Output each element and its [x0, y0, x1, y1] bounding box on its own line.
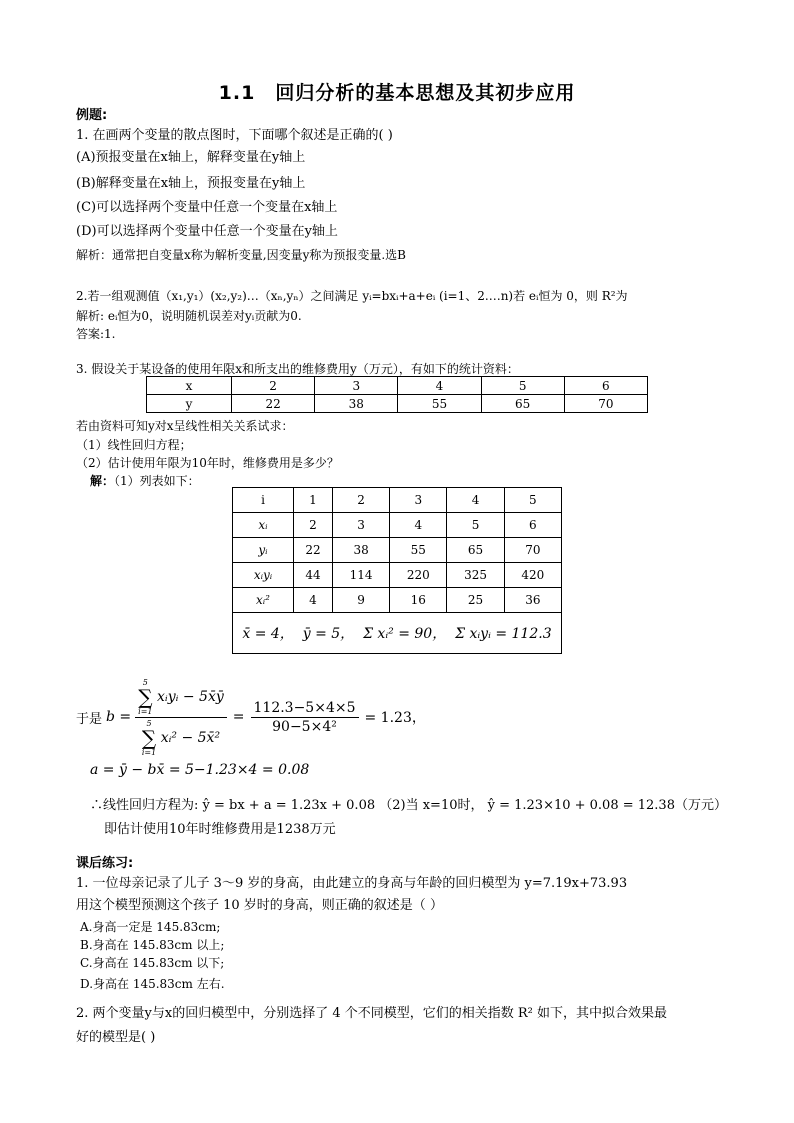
q3-stem: 3. 假设关于某设备的使用年限x和所支出的维修费用y（万元），有如下的统计资料：	[76, 362, 519, 376]
b-result: = 1.23，	[364, 710, 426, 726]
h1-option-a: A.身高一定是 145.83cm;	[80, 920, 221, 934]
a-formula: a = ȳ − bx̄ = 5−1.23×4 = 0.08	[90, 762, 310, 778]
data-table	[146, 376, 648, 413]
solution-label: 解：	[90, 474, 115, 488]
h1-option-b: B.身高在 145.83cm 以上;	[80, 938, 225, 952]
table-cell: 3	[315, 377, 398, 395]
q1-stem: 1. 在画两个变量的散点图时，下面哪个叙述是正确的( )	[76, 128, 393, 143]
table-cell: 6	[504, 513, 561, 538]
q3-part2: （2）估计使用年限为10年时，维修费用是多少？	[76, 456, 339, 470]
q3-part1: （1）线性回归方程；	[76, 438, 192, 452]
b-calc-numerator: 112.3−5×4×5	[251, 700, 359, 718]
q3-solution-intro	[90, 472, 200, 489]
table-cell: 55	[398, 395, 481, 413]
table-cell: 4	[390, 513, 447, 538]
b-denominator	[139, 718, 223, 757]
table-cell: 44	[294, 563, 333, 588]
table-cell: 3	[390, 488, 447, 513]
q3-condition: 若由资料可知y对x呈线性相关关系试求：	[76, 419, 294, 433]
table-cell: 55	[390, 538, 447, 563]
table-cell: 3	[332, 513, 389, 538]
q1-option-b: (B)解释变量在x轴上，预报变量在y轴上	[76, 176, 306, 191]
b-calc-fraction	[251, 700, 359, 735]
table-cell: 325	[447, 563, 504, 588]
table-cell: 5	[447, 513, 504, 538]
table-cell: 70	[564, 395, 647, 413]
table-cell: i	[233, 488, 294, 513]
page-title: 1.1 回归分析的基本思想及其初步应用	[218, 82, 576, 104]
regression-equation: ∴线性回归方程为: ŷ = bx + a = 1.23x + 0.08 （2)当 x=10时， ŷ = 1.23×10 + 0.08 = 12.38（万元）	[90, 798, 727, 813]
table-row	[233, 488, 562, 513]
table-cell: xᵢ²	[233, 588, 294, 613]
table-cell: 114	[332, 563, 389, 588]
q2-answer: 答案:1.	[76, 327, 116, 341]
sum-icon: 5 ∑ i=1	[138, 677, 153, 716]
table-cell: 4	[398, 377, 481, 395]
solution-text: （1）列表如下：	[114, 474, 200, 488]
table-cell: 2	[332, 488, 389, 513]
h2-stem-line2: 好的模型是( )	[76, 1030, 156, 1045]
table-cell: 38	[332, 538, 389, 563]
table-cell: 420	[504, 563, 561, 588]
b-den-text: xᵢ² − 5x̄²	[160, 729, 221, 746]
h1-option-c: C.身高在 145.83cm 以下;	[80, 956, 225, 970]
calc-table	[232, 487, 562, 654]
table-cell: 25	[447, 588, 504, 613]
summary-sum-x2: Σ xᵢ² = 90，	[363, 626, 447, 642]
table-cell: 16	[390, 588, 447, 613]
table-cell: yᵢ	[233, 538, 294, 563]
table-cell: xᵢyᵢ	[233, 563, 294, 588]
table-row	[233, 613, 562, 654]
b-calc-denominator: 90−5×4²	[272, 718, 337, 735]
q1-option-c: (C)可以选择两个变量中任意一个变量在x轴上	[76, 200, 338, 215]
table-cell: y	[147, 395, 232, 413]
table-cell: 5	[481, 377, 564, 395]
table-row	[147, 395, 648, 413]
b-numerator	[135, 678, 227, 718]
table-cell: 65	[447, 538, 504, 563]
b-formula: 于是 b = 5 ∑ i=1 xᵢyᵢ − 5x̄ȳ 5 ∑ i=1 xᵢ² − 5x̄² = $\frac{112.3-5\times 4\times 5}{\text{90−5×4²}}$ = 1.23，	[76, 677, 426, 757]
example-heading: 例题:	[76, 108, 108, 123]
sum-icon: 5 ∑ i=1	[141, 718, 157, 757]
summary-ybar: ȳ = 5，	[302, 626, 355, 642]
table-cell: xᵢ	[233, 513, 294, 538]
table-row	[233, 588, 562, 613]
yushi-label: 于是	[76, 711, 103, 727]
table-row	[233, 538, 562, 563]
table-cell: 22	[232, 395, 315, 413]
table-cell: 5	[504, 488, 561, 513]
table-cell: 2	[294, 513, 333, 538]
q3-conclusion: 即估计使用10年时维修费用是1238万元	[104, 822, 336, 837]
h1-stem-line2: 用这个模型预测这个孩子 10 岁时的身高，则正确的叙述是（ ）	[76, 898, 443, 913]
table-cell: 22	[294, 538, 333, 563]
homework-heading: 课后练习:	[76, 856, 134, 871]
table-cell: 4	[447, 488, 504, 513]
summary-sum-xy: Σ xᵢyᵢ = 112.3	[455, 626, 552, 642]
q1-option-d: (D)可以选择两个变量中任意一个变量在y轴上	[76, 224, 338, 239]
table-cell: 9	[332, 588, 389, 613]
b-fraction	[135, 678, 227, 757]
table-cell: 6	[564, 377, 647, 395]
summary-cell	[233, 613, 562, 654]
q2-stem: 2.若一组观测值（x₁,y₁）(x₂,y₂)…（xₙ,yₙ）之间满足 yᵢ=bxᵢ+a+eᵢ (i=1、2.…n)若 eᵢ恒为 0，则 R²为	[76, 289, 628, 303]
table-row	[233, 513, 562, 538]
table-cell: 65	[481, 395, 564, 413]
q2-analysis: 解析: eᵢ恒为0，说明随机误差对yᵢ贡献为0.	[76, 309, 302, 323]
table-cell: 2	[232, 377, 315, 395]
table-cell: 220	[390, 563, 447, 588]
b-num-text: xᵢyᵢ − 5x̄ȳ	[156, 688, 224, 705]
table-cell: 70	[504, 538, 561, 563]
table-row	[147, 377, 648, 395]
table-cell: 36	[504, 588, 561, 613]
summary-xbar: x̄ = 4，	[242, 626, 294, 642]
q1-option-a: (A)预报变量在x轴上，解释变量在y轴上	[76, 150, 306, 165]
h1-option-d: D.身高在 145.83cm 左右.	[80, 977, 225, 991]
b-lhs: b =	[106, 709, 132, 725]
table-cell: 38	[315, 395, 398, 413]
table-cell: 1	[294, 488, 333, 513]
h1-stem-line1: 1. 一位母亲记录了儿子 3～9 岁的身高，由此建立的身高与年龄的回归模型为 y=7.19x+73.93	[76, 876, 628, 891]
h2-stem-line1: 2. 两个变量y与x的回归模型中，分别选择了 4 个不同模型，它们的相关指数 R² 如下，其中拟合效果最	[76, 1006, 668, 1021]
table-cell: 4	[294, 588, 333, 613]
table-cell: x	[147, 377, 232, 395]
q1-analysis: 解析：通常把自变量x称为解析变量,因变量y称为预报变量.选B	[76, 248, 406, 262]
table-row	[233, 563, 562, 588]
